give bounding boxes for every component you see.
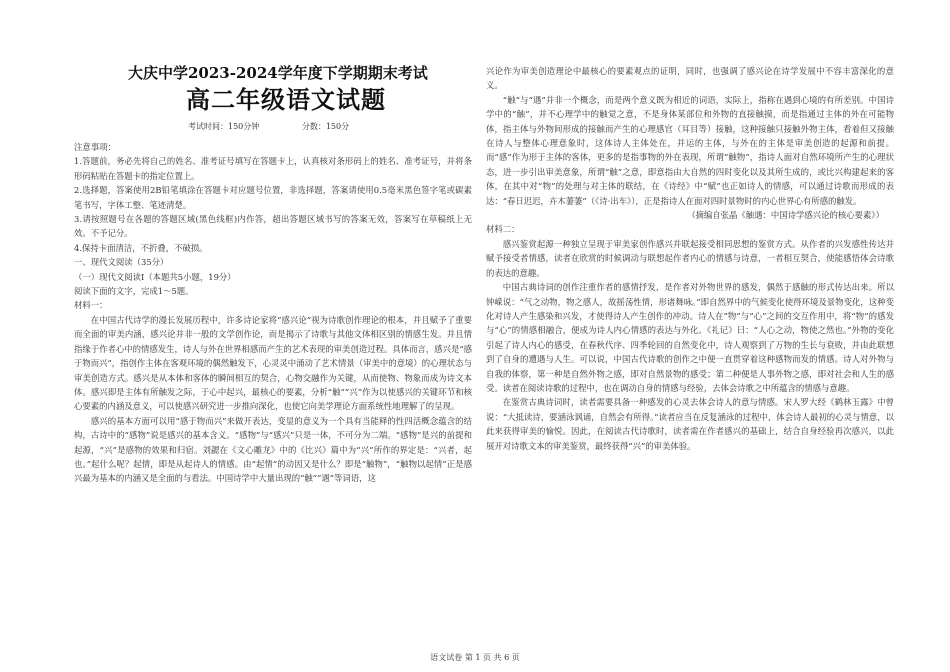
source-citation: （摘编自张晶《触遇：中国诗学感兴论的核心要素》） bbox=[687, 210, 884, 221]
note-item-4: 4.保持卡面清洁，不折叠，不破损。 bbox=[74, 242, 208, 253]
exam-time: 考试时间：150分钟 bbox=[188, 122, 260, 131]
reading-instruction: 阅读下面的文字，完成1～5题。 bbox=[74, 286, 194, 297]
left-column bbox=[74, 140, 472, 486]
page-footer: 语文试卷 第 1 页 共 6 页 bbox=[430, 653, 520, 662]
school-exam-title: 大庆中学2023-2024学年度下学期期末考试 bbox=[128, 64, 428, 82]
material-one-paragraph-1: 在中国古代诗学的漫长发展历程中，许多诗论家将“感兴论”视为诗歌创作理论的根本，并且赋予了重要而全面的审美内涵，感兴论并非一般的文学创作论，而是揭示了诗歌与其他文体相区别的情感生发。并且情指缘于作者心中的情感发生，诗人与外在世界相感而产生的艺术表现的审美创造过程。具体而言，感兴是“感于物而兴”，指创作主体在客观环境的偶然触发下，心灵灵中涌动了艺术情景（审美中的意境）的心理状态与审美创造方式。感兴是从本体和客体的瞬间相互的契合，心物交融作为关键，从而使物、物象而成为诗文本体。感兴即是主体有所触发之际，于心中起兴，最核心的要素，分析“触”“兴”作为以使感兴的关键环节和核心要素的内涵及意义，可以使感兴研究进一步推向深化，也使它向美学理论方面系统性地理解了的呈现。 bbox=[74, 314, 472, 412]
material-one-paragraph-3: “触”与“遇”并非一个概念，而是两个意义既为相近的词语，实际上，指称在遇到心境的有所差别。中国诗学中的“触”，并不心理学中的触觉之意，不是身体某部位和外物的直接触摸，而是指通过主体的外在可能物体，指主体与外物间形成的接触而产生的心理感官（耳目等）接触，这种接触只接触外物主体，看着但又接触在诗人与整体心理意象时，这体诗人主体处在，并运的主体，与外在的主体是审美创造的起源和前提。而“感”作为形于主体的客体，更多的是指事物的外在表现，所谓“触物”，指诗人面对自然环境所产生的心理状态，进一步引出审美意象，所谓“触”之意，即意指由大自然的四时变化以及其所生成的，或比兴构建起来的客体，在其中对“物”的处理与对主体的联结，在《诗经》中“赋”也正如诗人的情感，可以通过诗歌而形成的表达：“春日迟迟，卉木萋萋”（《诗·出车》），正是指诗人在面对四时景物时的内心世界心有所感的触发。 bbox=[486, 94, 894, 206]
material-two-paragraph-3: 在鉴赏古典诗词时，读者需要具备一种感发的心灵去体会诗人的意与情感。宋人罗大经《鹤林玉露》中曾说：“大抵读诗，要涵泳讽诵，自然会有所得。”读者应当在反复涵泳的过程中，体会诗人最初的心灵与情意，以此来获得审美的愉悦。因此，在阅读古代诗歌时，读者需在作者感兴的基础上，结合自身经验再次感兴，以此展开对诗歌文本的审美鉴赏，最终获得“兴”的审美体验。 bbox=[486, 397, 894, 451]
note-item-2: 2.选择题，答案使用2B铅笔填涂在答题卡对应题号位置，非选择题，答案请使用0.5毫米黑色签字笔或碳素笔书写，字体工整、笔迹清楚。 bbox=[74, 185, 472, 210]
note-item-1: 1.答题前，务必先将自己的姓名、准考证号填写在答题卡上，认真核对条形码上的姓名、准考证号，并将条形码粘贴在答题卡的指定位置上。 bbox=[74, 156, 472, 181]
material-two-paragraph-2: 中国古典诗词的创作注重作者的感情抒发，是作者对外物世界的感发，偶然于感触的形式传达出来。所以钟嵘说：“气之动物，物之感人，故摇荡性情，形诸舞咏。”即自然界中的气候变化使得环境及景物变化，这种变化对诗人产生感染和兴发，才使得诗人产生创作的冲动。诗人在“物”与“心”之间的交互作用中，将“物”的感发与“心”的情感相融合，便成为诗人内心情感的表达与外化。《礼记》曰：“人心之动，物使之然也。”外物的变化引起了诗人内心的感受，在春秋代序、四季轮回的自然变化中，诗人观察到了万物的生长与衰败，并由此联想到了自身的遭遇与人生。可以说，中国古代诗歌的创作之中便一直贯穿着这种感物而发的情感。诗人对外物与自我的体察，第一种是自然外物之感，即对自然景物的感受；第二种便是人事外物之感，即对社会和人生的感受。读者在阅读诗歌的过程中，也在调动自身的情感与经验，去体会诗歌之中所蕴含的情感与意趣。 bbox=[486, 282, 894, 393]
right-column bbox=[486, 64, 894, 453]
material-two-label: 材料二： bbox=[486, 224, 520, 235]
material-one-paragraph-continued: 兴论作为审美创造理论中最核心的要素观点的证明，同时，也强调了感兴论在诗学发展中不容丰富深化的意义。 bbox=[486, 66, 894, 91]
exam-info bbox=[188, 121, 389, 132]
part-one-heading: 一、现代文阅读（35分） bbox=[74, 257, 169, 268]
exam-subject-title: 高二年级语文试题 bbox=[186, 85, 386, 114]
material-two-paragraph-1: 感兴鉴赏起源一种独立呈现于审美家创作感兴并联起接受相同思想的鉴赏方式。从作者的兴发感性传达并赋予接受者情感，读者在欣赏的时候调动与联想起作者内心的情感与诗意，一者相互契合，使能感悟体会诗歌的表达的意趣。 bbox=[486, 238, 894, 278]
material-one-label: 材料一： bbox=[74, 300, 108, 311]
sub-section-heading: （一）现代文阅读Ⅰ（本题共5小题，19分） bbox=[74, 271, 236, 282]
notes-title: 注意事项： bbox=[74, 142, 116, 152]
exam-score: 分数：150分 bbox=[301, 122, 350, 131]
note-item-3: 3.请按照题号在各题的答题区域(黑色线框)内作答，超出答题区域书写的答案无效，答案写在草稿纸上无效。不予记分。 bbox=[74, 214, 472, 239]
material-one-paragraph-2: 感兴的基本方面可以用“感于物而兴”来做开表达，变显的意义为一个具有当能释的性四活概念蕴含的结构，古诗中的“感物”说是感兴的基本含义。“感物”与“感兴”只是一体，不可分为二端。“感物”是兴的前提和起源，“兴”是感物的效果和归宿。刘勰在《文心雕龙》中的《比兴》篇中为“兴”所作的界定是：“兴者，起也。”起什么呢？起情，即是从起诗人的情感。由“起情”的动因又是什么？即是“触物”，“触物以起情”正是感兴最为基本的内涵又是全面的与看法。中国诗学中大量出现的“触”“遇”等词语，这 bbox=[74, 415, 472, 484]
